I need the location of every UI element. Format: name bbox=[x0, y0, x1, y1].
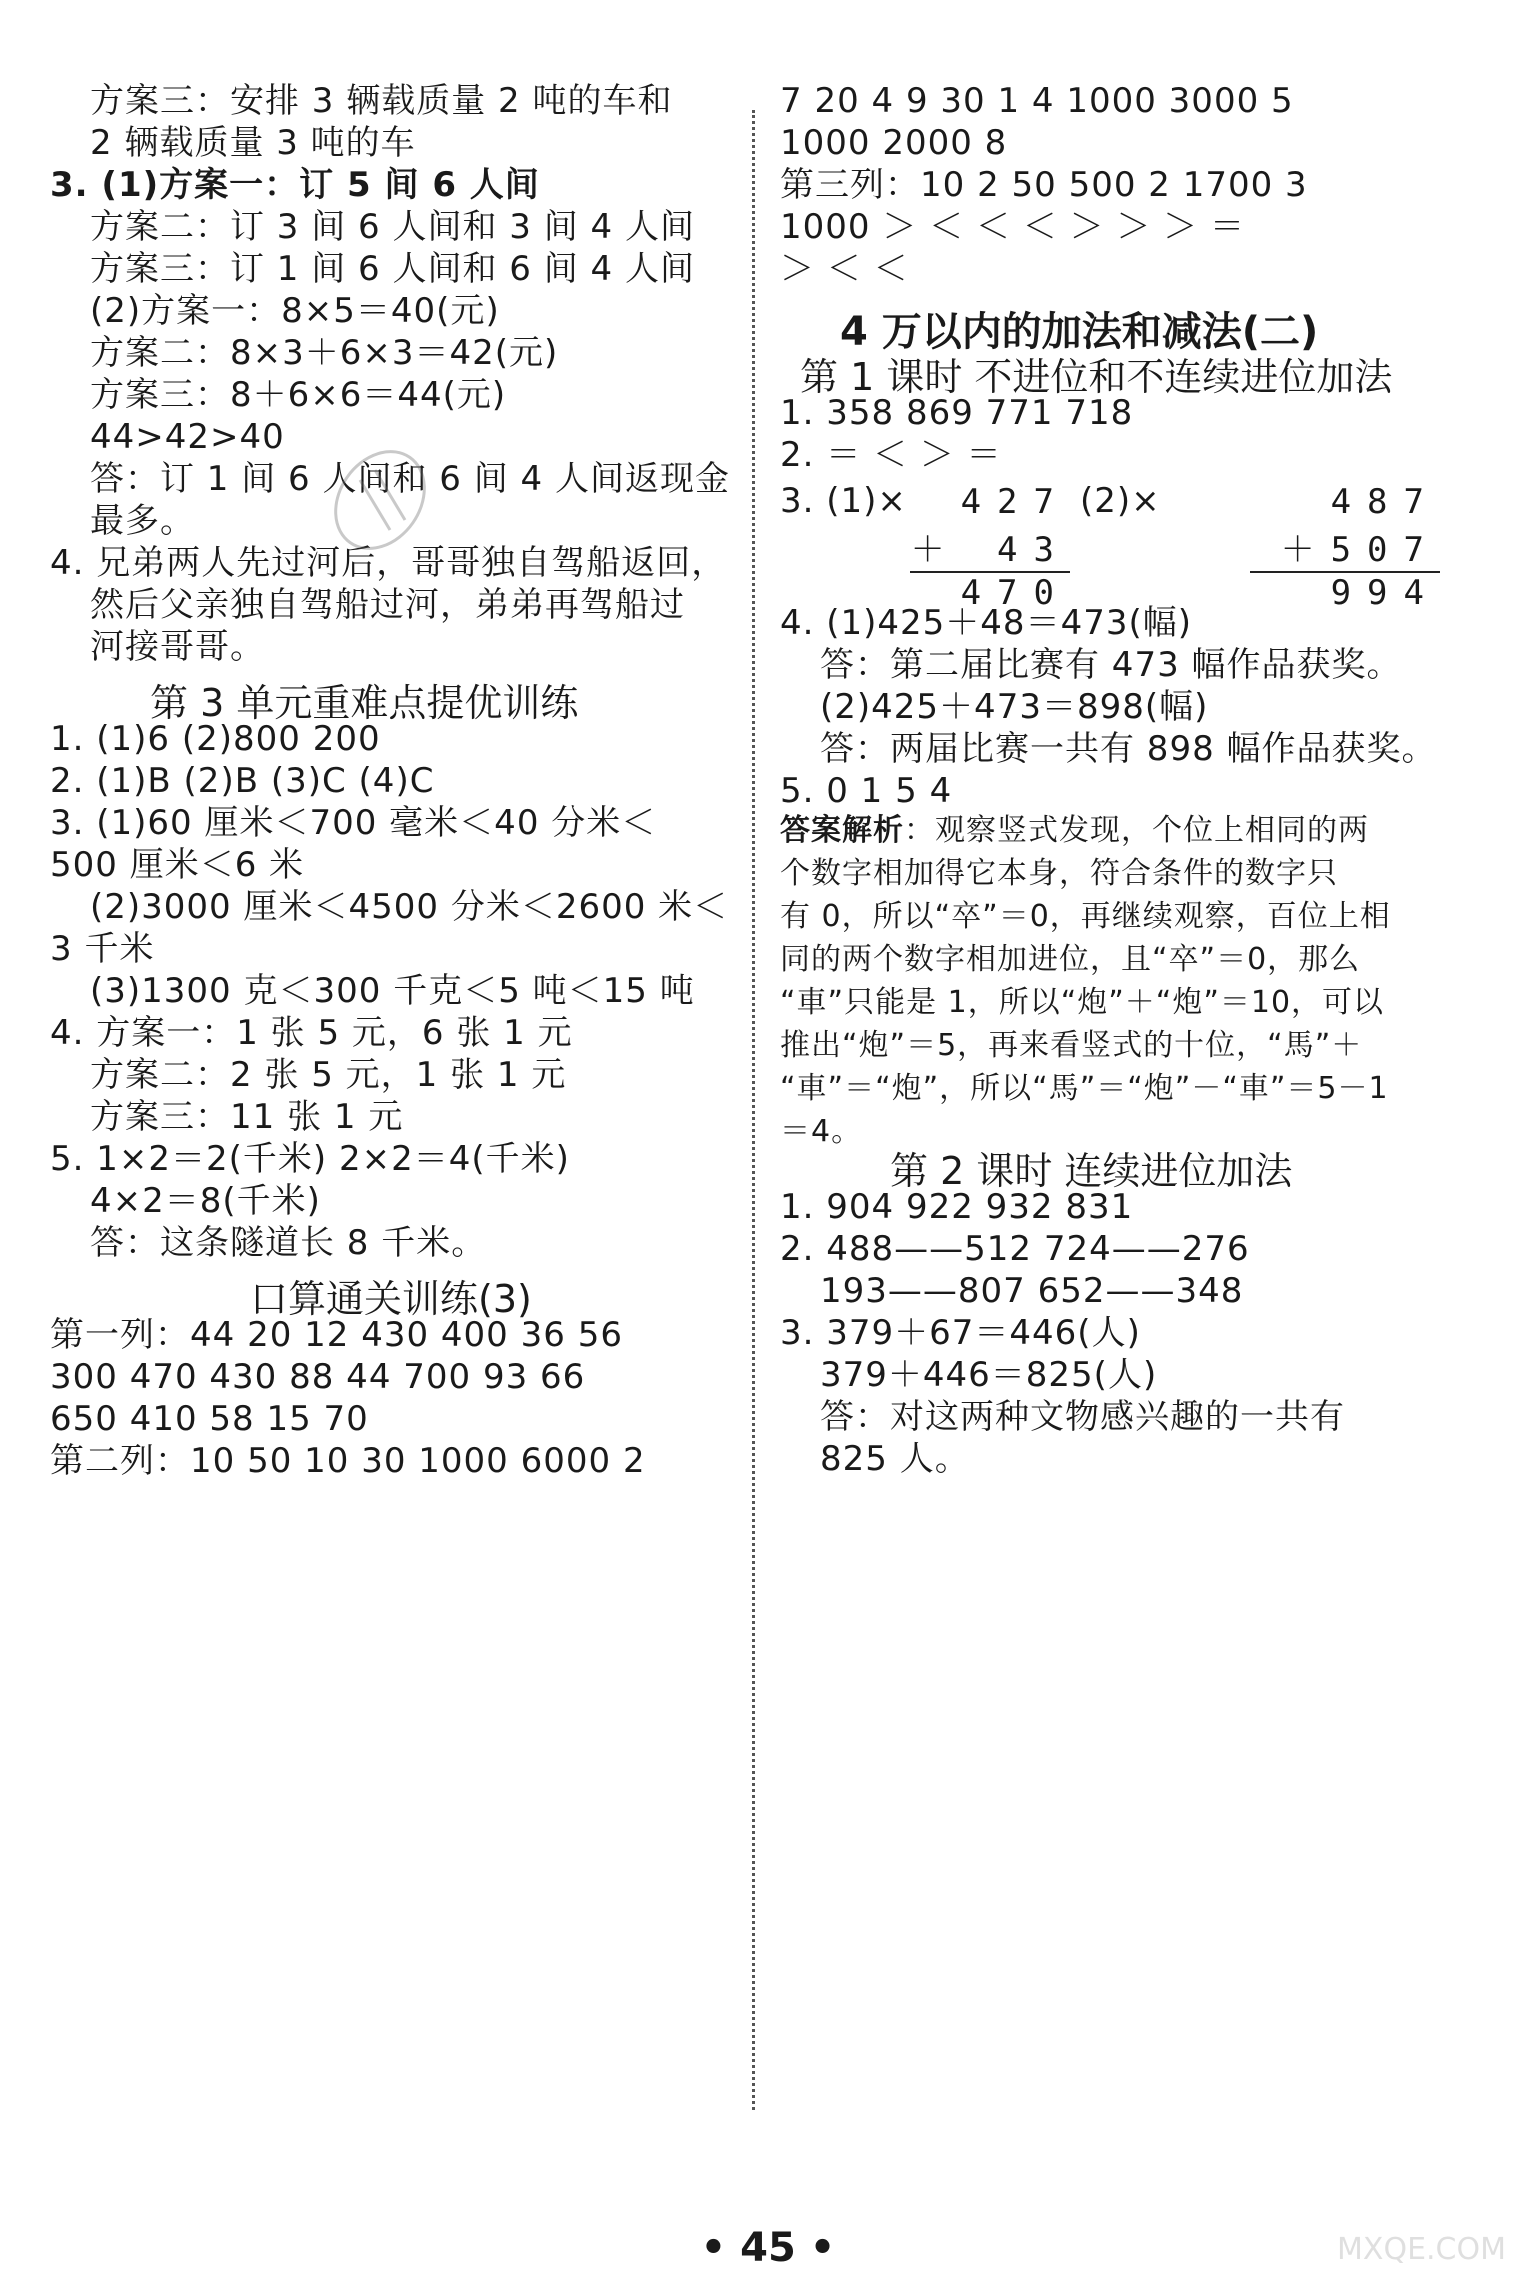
text-line: 方案三：安排 3 辆载质量 2 吨的车和 bbox=[90, 81, 673, 121]
text-line: 然后父亲独自驾船过河，弟弟再驾船过 bbox=[90, 585, 685, 625]
page-number: • 45 • bbox=[700, 2225, 836, 2271]
text-line: 第三列：10 2 50 500 2 1700 3 bbox=[780, 165, 1308, 205]
lesson-title: 第 2 课时 连续进位加法 bbox=[890, 1149, 1293, 1193]
text-line: 825 人。 bbox=[820, 1439, 970, 1479]
column-divider bbox=[752, 110, 755, 2110]
text-line: 答：订 1 间 6 人间和 6 间 4 人间返现金 bbox=[90, 459, 730, 499]
text-line: 2 辆载质量 3 吨的车 bbox=[90, 123, 416, 163]
section-title: 第 3 单元重难点提优训练 bbox=[150, 681, 579, 725]
analysis-line: ＝4。 bbox=[780, 1114, 863, 1149]
text-line: 第一列：44 20 12 430 400 36 56 bbox=[50, 1315, 623, 1355]
text-line: (2)425＋473＝898(幅) bbox=[820, 687, 1209, 727]
text-line: (2)3000 厘米＜4500 分米＜2600 米＜ bbox=[90, 887, 729, 927]
text-line: 河接哥哥。 bbox=[90, 627, 265, 667]
text-line: 3. (1)方案一：订 5 间 6 人间 bbox=[50, 165, 540, 205]
text-line: 7 20 4 9 30 1 4 1000 3000 5 bbox=[780, 81, 1294, 121]
text-line: 方案三：8＋6×6＝44(元) bbox=[90, 375, 507, 415]
watermark-logo bbox=[1276, 2187, 1506, 2267]
unit-title: 4 万以内的加法和减法(二) bbox=[840, 309, 1319, 355]
text-line: (3)1300 克＜300 千克＜5 吨＜15 吨 bbox=[90, 971, 695, 1011]
text-line: 3 千米 bbox=[50, 929, 155, 969]
text-line: 方案二：8×3＋6×3＝42(元) bbox=[90, 333, 559, 373]
text-line: 方案三：订 1 间 6 人间和 6 间 4 人间 bbox=[90, 249, 695, 289]
text-line: 3. (1)× bbox=[780, 481, 907, 521]
text-line: 2. 488——512 724——276 bbox=[780, 1229, 1250, 1269]
text-line: (2)× bbox=[1080, 481, 1161, 521]
text-line: 379＋446＝825(人) bbox=[820, 1355, 1158, 1395]
text-line: 1. (1)6 (2)800 200 bbox=[50, 719, 381, 759]
text-line: 2. ＝ ＜ ＞ ＝ bbox=[780, 435, 1002, 475]
watermark-text: MXQE.COM bbox=[1337, 2232, 1506, 2267]
sum: 994 bbox=[1330, 573, 1440, 613]
text-line: 4×2＝8(千米) bbox=[90, 1181, 321, 1221]
addend: ＋ 43 bbox=[910, 530, 1070, 570]
text-line: 44>42>40 bbox=[90, 417, 285, 457]
analysis-line: ：观察竖式发现，个位上相同的两 bbox=[904, 813, 1369, 848]
analysis-line: 有 0，所以“卒”＝0，再继续观察，百位上相 bbox=[780, 899, 1391, 934]
sum: 470 bbox=[960, 573, 1070, 613]
text-line: 答：第二届比赛有 473 幅作品获奖。 bbox=[820, 645, 1402, 685]
text-line: 1000 2000 8 bbox=[780, 123, 1008, 163]
text-line: 答：两届比赛一共有 898 幅作品获奖。 bbox=[820, 729, 1437, 769]
text-line: 5. 1×2＝2(千米) 2×2＝4(千米) bbox=[50, 1139, 570, 1179]
text-line: 4. (1)425＋48＝473(幅) bbox=[780, 603, 1192, 643]
text-line: 1. 904 922 932 831 bbox=[780, 1187, 1134, 1227]
text-line: 4. 兄弟两人先过河后，哥哥独自驾船返回， bbox=[50, 543, 727, 583]
text-line: 最多。 bbox=[90, 501, 195, 541]
lesson-title: 第 1 课时 不进位和不连续进位加法 bbox=[800, 355, 1393, 399]
vertical-addition-2 bbox=[1250, 482, 1440, 613]
text-line: 4. 方案一：1 张 5 元，6 张 1 元 bbox=[50, 1013, 573, 1053]
text-line: 答：对这两种文物感兴趣的一共有 bbox=[820, 1397, 1345, 1437]
text-line: (2)方案一：8×5＝40(元) bbox=[90, 291, 500, 331]
text-line: 650 410 58 15 70 bbox=[50, 1399, 369, 1439]
text-line: 答：这条隧道长 8 千米。 bbox=[90, 1223, 487, 1263]
text-line: 方案二：2 张 5 元，1 张 1 元 bbox=[90, 1055, 567, 1095]
text-line: ＞ ＜ ＜ bbox=[780, 249, 909, 289]
addend: 427 bbox=[960, 482, 1070, 522]
analysis-line: “車”只能是 1，所以“炮”＋“炮”＝10，可以 bbox=[780, 985, 1385, 1020]
text-line: 3. (1)60 厘米＜700 毫米＜40 分米＜ bbox=[50, 803, 657, 843]
text-line: 300 470 430 88 44 700 93 66 bbox=[50, 1357, 586, 1397]
analysis-line: 推出“炮”＝5，再来看竖式的十位，“馬”＋ bbox=[780, 1028, 1363, 1063]
text-line: 1000 ＞ ＜ ＜ ＜ ＞ ＞ ＞ ＝ bbox=[780, 207, 1245, 247]
text-line: 第二列：10 50 10 30 1000 6000 2 bbox=[50, 1441, 646, 1481]
text-line: 2. (1)B (2)B (3)C (4)C bbox=[50, 761, 435, 801]
text-line: 3. 379＋67＝446(人) bbox=[780, 1313, 1141, 1353]
text-line: 193——807 652——348 bbox=[820, 1271, 1244, 1311]
vertical-addition-1 bbox=[910, 482, 1070, 613]
text-line: 500 厘米＜6 米 bbox=[50, 845, 305, 885]
analysis-label: 答案解析 bbox=[780, 813, 904, 848]
section-title: 口算通关训练(3) bbox=[250, 1277, 532, 1321]
analysis-line: “車”＝“炮”，所以“馬”＝“炮”－“車”＝5－1 bbox=[780, 1071, 1389, 1106]
addend: ＋507 bbox=[1280, 530, 1440, 570]
text-line: 5. 0 1 5 4 bbox=[780, 771, 953, 811]
text-line: 方案二：订 3 间 6 人间和 3 间 4 人间 bbox=[90, 207, 695, 247]
addend: 487 bbox=[1330, 482, 1440, 522]
stamp-mark bbox=[320, 440, 440, 560]
analysis-line: 个数字相加得它本身，符合条件的数字只 bbox=[780, 856, 1338, 891]
text-line: 方案三：11 张 1 元 bbox=[90, 1097, 404, 1137]
analysis-line: 同的两个数字相加进位，且“卒”＝0，那么 bbox=[780, 942, 1361, 977]
text-line: 1. 358 869 771 718 bbox=[780, 393, 1134, 433]
